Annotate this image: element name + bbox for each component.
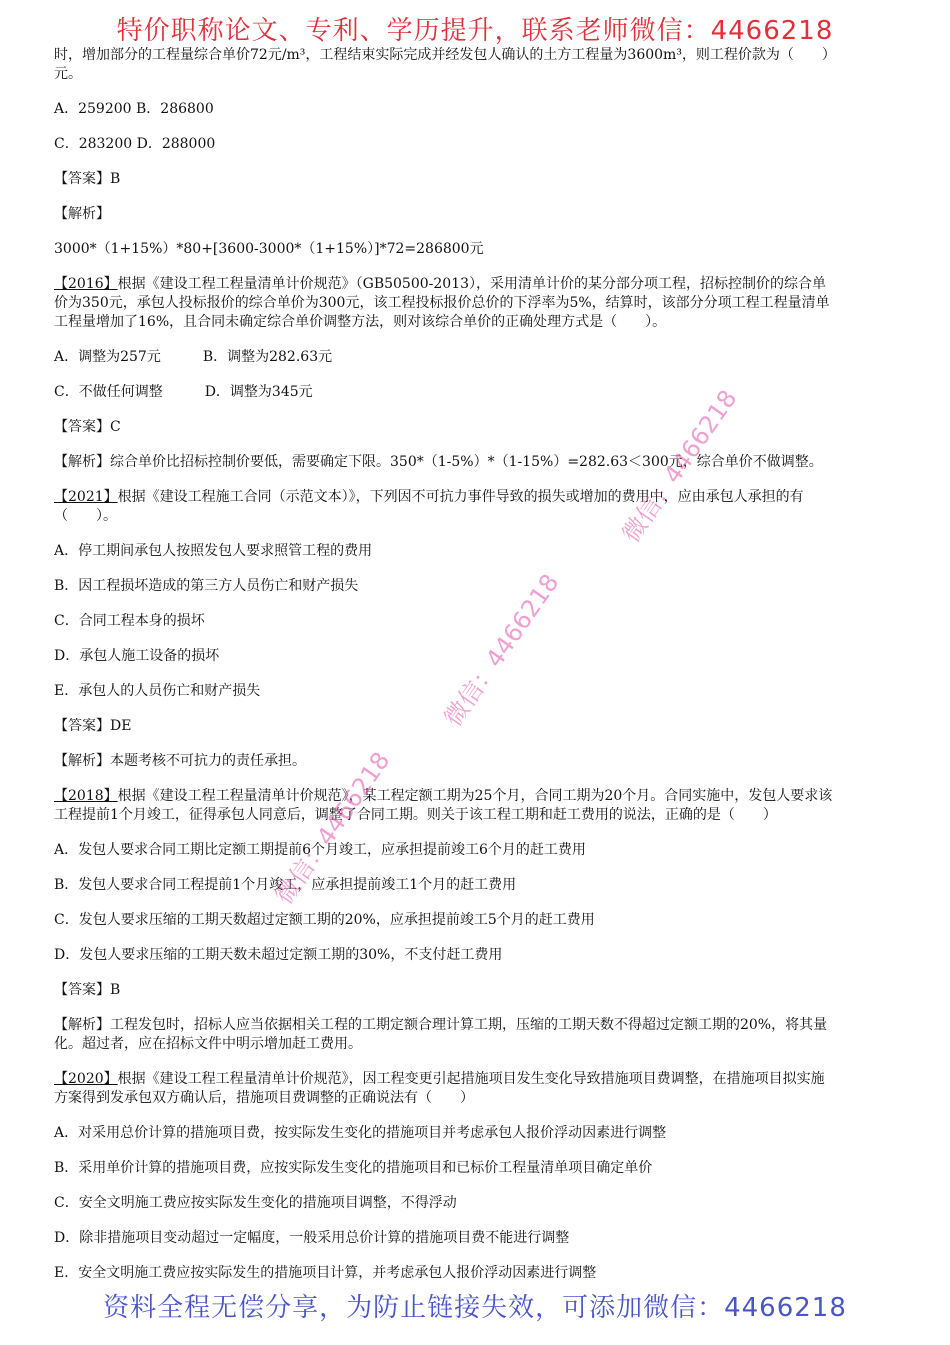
answer-line: 【答案】B [54, 171, 121, 187]
question-2016 [54, 275, 900, 294]
option-e: E．安全文明施工费应按实际发生的措施项目计算，并考虑承包人报价浮动因素进行调整 [54, 1265, 597, 1281]
answer-line: 【答案】B [54, 982, 121, 998]
question-text-line: 工程量增加了16%，且合同未确定综合单价调整方法，则对该综合单价的正确处理方式是（ ）。 [54, 314, 667, 330]
option-d: D．承包人施工设备的损坏 [54, 648, 220, 664]
document-body [54, 46, 900, 1283]
question-2021 [54, 488, 900, 507]
analysis-label: 【解析】 [54, 206, 110, 222]
year-tag: 【2018】 [54, 788, 118, 804]
question-text-line: 方案得到发承包双方确认后，措施项目费调整的正确说法有（ ） [54, 1090, 474, 1106]
year-tag: 【2021】 [54, 489, 118, 505]
option-d: D．发包人要求压缩的工期天数未超过定额工期的30%，不支付赶工费用 [54, 947, 503, 963]
option-line: A．调整为257元 B．调整为282.63元 [54, 349, 333, 365]
option-line: C．283200 D．288000 [54, 136, 216, 152]
year-tag: 【2020】 [54, 1071, 118, 1087]
question-2020 [54, 1070, 900, 1089]
option-c: C．合同工程本身的损坏 [54, 613, 205, 629]
option-d: D．除非措施项目变动超过一定幅度，一般采用总价计算的措施项目费不能进行调整 [54, 1230, 570, 1246]
option-b: B．发包人要求合同工程提前1个月竣工，应承担提前竣工1个月的赶工费用 [54, 877, 517, 893]
watermark: 微信：4466218 [438, 568, 565, 732]
option-a: A．停工期间承包人按照发包人要求照管工程的费用 [54, 543, 373, 559]
question-text: 根据《建设工程工程量清单计价规范》（GB50500-2013），采用清单计价的某分部分项工程，招标控制价的综合单 [117, 276, 827, 292]
year-tag: 【2016】 [54, 276, 118, 292]
question-2018 [54, 787, 900, 806]
analysis-text: 3000*（1+15%）*80+[3600-3000*（1+15%）]*72=286800元 [54, 241, 484, 257]
option-a: A．发包人要求合同工期比定额工期提前6个月竣工，应承担提前竣工6个月的赶工费用 [54, 842, 586, 858]
option-line: A．259200 B．286800 [54, 101, 214, 117]
question-text: 根据《建设工程工程量清单计价规范》，因工程变更引起措施项目发生变化导致措施项目费调整，在措施项目拟实施 [117, 1071, 825, 1087]
analysis-text: 【解析】本题考核不可抗力的责任承担。 [54, 753, 306, 769]
watermark: 微信：4466218 [616, 384, 743, 548]
question-continuation-line: 元。 [54, 66, 82, 82]
option-line: C．不做任何调整 D．调整为345元 [54, 384, 313, 400]
question-text-line: 价为350元，承包人投标报价的综合单价为300元，该工程投标报价总价的下浮率为5%，结算时，该部分分项工程工程量清单 [54, 295, 830, 311]
option-a: A．对采用总价计算的措施项目费，按实际发生变化的措施项目并考虑承包人报价浮动因素进行调整 [54, 1125, 667, 1141]
answer-line: 【答案】C [54, 419, 121, 435]
question-continuation-line: 时，增加部分的工程量综合单价72元/m³，工程结束实际完成并经发包人确认的土方工程量为3600m³，则工程价款为（ ） [54, 47, 836, 63]
option-c: C．安全文明施工费应按实际发生变化的措施项目调整，不得浮动 [54, 1195, 457, 1211]
option-b: B．采用单价计算的措施项目费，应按实际发生变化的措施项目和已标价工程量清单项目确定单价 [54, 1160, 653, 1176]
question-text-line: （ ）。 [54, 508, 117, 524]
watermark: 微信：4466218 [269, 746, 396, 910]
analysis-text: 【解析】综合单价比招标控制价要低，需要确定下限。350*（1-5%）*（1-15%）=282.63＜300元，综合单价不做调整。 [54, 454, 823, 470]
question-text: 根据《建设工程施工合同（示范文本）》，下列因不可抗力事件导致的损失或增加的费用中，应由承包人承担的有 [117, 489, 804, 505]
option-e: E．承包人的人员伤亡和财产损失 [54, 683, 261, 699]
option-c: C．发包人要求压缩的工期天数超过定额工期的20%，应承担提前竣工5个月的赶工费用 [54, 912, 595, 928]
option-b: B．因工程损坏造成的第三方人员伤亡和财产损失 [54, 578, 359, 594]
promo-banner-bottom: 资料全程无偿分享，为防止链接失效，可添加微信：4466218 [103, 1293, 847, 1323]
analysis-text: 【解析】工程发包时，招标人应当依据相关工程的工期定额合理计算工期，压缩的工期天数不得超过定额工期的20%，将其量 [54, 1017, 828, 1033]
analysis-text-line: 化。超过者，应在招标文件中明示增加赶工费用。 [54, 1036, 362, 1052]
answer-line: 【答案】DE [54, 718, 132, 734]
promo-banner-top: 特价职称论文、专利、学历提升，联系老师微信：4466218 [116, 16, 834, 46]
question-text-line: 工程提前1个月竣工，征得承包人同意后，调整了合同工期。则关于该工程工期和赶工费用的说法，正确的是（ ） [54, 807, 777, 823]
question-text: 根据《建设工程工程量清单计价规范》，某工程定额工期为25个月，合同工期为20个月。合同实施中，发包人要求该 [117, 788, 833, 804]
